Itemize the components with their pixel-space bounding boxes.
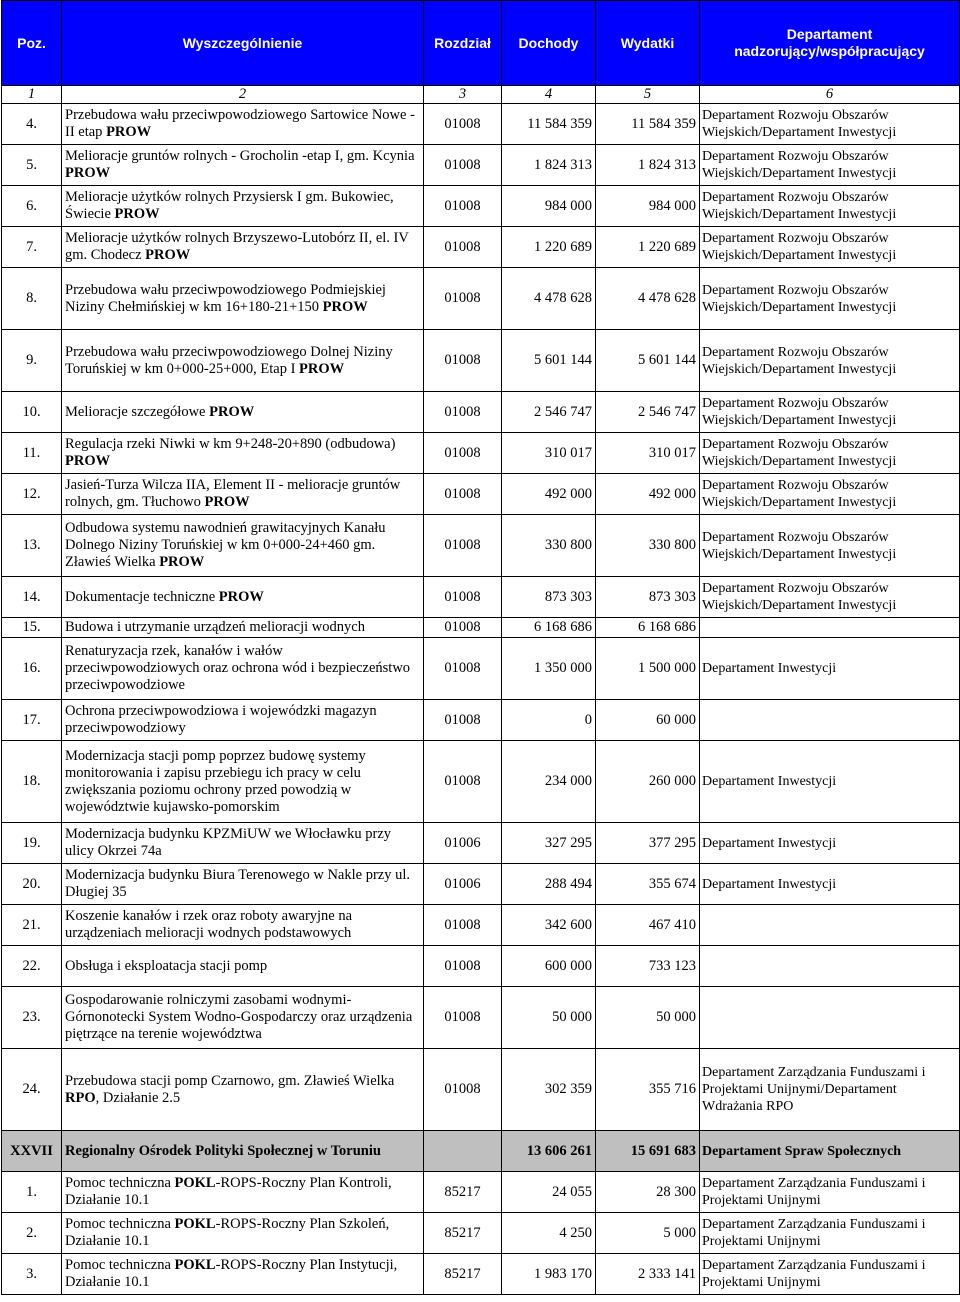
row-wydatki: 1 824 313 — [596, 145, 700, 186]
table-row — [2, 823, 960, 864]
row-name: Dokumentacje techniczne PROW — [62, 577, 424, 618]
table-row — [2, 186, 960, 227]
row-department: Departament Rozwoju Obszarów Wiejskich/Departament Inwestycji — [700, 268, 960, 330]
row-department: Departament Rozwoju Obszarów Wiejskich/Departament Inwestycji — [700, 577, 960, 618]
row-department: Departament Zarządzania Funduszami i Projektami Unijnymi — [700, 1213, 960, 1254]
row-rozdzial: 01006 — [424, 823, 502, 864]
row-wydatki: 355 674 — [596, 864, 700, 905]
row-rozdzial: 01008 — [424, 145, 502, 186]
table-row — [2, 474, 960, 515]
row-rozdzial: 01008 — [424, 515, 502, 577]
row-dochody: 4 250 — [502, 1213, 596, 1254]
row-name: Renaturyzacja rzek, kanałów i wałów przeciwpowodziowych oraz ochrona wód i bezpieczeństwo przeciwpowodziowe — [62, 638, 424, 700]
table-row — [2, 905, 960, 946]
row-department: Departament Inwestycji — [700, 741, 960, 823]
row-name: Przebudowa stacji pomp Czarnowo, gm. Zławieś Wielka RPO, Działanie 2.5 — [62, 1049, 424, 1131]
row-wydatki: 6 168 686 — [596, 618, 700, 638]
row-wydatki: 260 000 — [596, 741, 700, 823]
header-poz: Poz. — [2, 1, 62, 86]
row-dochody: 234 000 — [502, 741, 596, 823]
row-name: Melioracje użytków rolnych Brzyszewo-Lutobórz II, el. IV gm. Chodecz PROW — [62, 227, 424, 268]
section-department: Departament Spraw Społecznych — [700, 1131, 960, 1172]
row-poz: 4. — [2, 104, 62, 145]
section-wydatki: 15 691 683 — [596, 1131, 700, 1172]
row-department: Departament Rozwoju Obszarów Wiejskich/Departament Inwestycji — [700, 515, 960, 577]
row-rozdzial: 01008 — [424, 700, 502, 741]
row-department: Departament Rozwoju Obszarów Wiejskich/Departament Inwestycji — [700, 392, 960, 433]
row-wydatki: 5 000 — [596, 1213, 700, 1254]
column-number-row: 1 2 3 4 5 6 — [2, 86, 960, 104]
row-name: Melioracje użytków rolnych Przysiersk I gm. Bukowiec, Świecie PROW — [62, 186, 424, 227]
table-row — [2, 741, 960, 823]
row-wydatki: 873 303 — [596, 577, 700, 618]
row-poz: 24. — [2, 1049, 62, 1131]
row-wydatki: 50 000 — [596, 987, 700, 1049]
row-dochody: 1 220 689 — [502, 227, 596, 268]
table-row — [2, 618, 960, 638]
row-wydatki: 11 584 359 — [596, 104, 700, 145]
row-name: Modernizacja stacji pomp poprzez budowę systemy monitorowania i zapisu przebiegu ich pracy w celu zwiększania poziomu ochrony przed powodzią w województwie kujawsko-pomorskim — [62, 741, 424, 823]
row-poz: 1. — [2, 1172, 62, 1213]
row-poz: 10. — [2, 392, 62, 433]
table-row — [2, 268, 960, 330]
row-name: Regulacja rzeki Niwki w km 9+248-20+890 (odbudowa) PROW — [62, 433, 424, 474]
table-row — [2, 864, 960, 905]
row-name: Przebudowa wału przeciwpowodziowego Podmiejskiej Niziny Chełmińskiej w km 16+180-21+150 PROW — [62, 268, 424, 330]
row-department — [700, 700, 960, 741]
row-department — [700, 987, 960, 1049]
table-row — [2, 1049, 960, 1131]
table-row — [2, 946, 960, 987]
row-wydatki: 377 295 — [596, 823, 700, 864]
row-rozdzial: 01008 — [424, 741, 502, 823]
row-poz: 19. — [2, 823, 62, 864]
row-name: Jasień-Turza Wilcza IIA, Element II - melioracje gruntów rolnych, gm. Tłuchowo PROW — [62, 474, 424, 515]
row-poz: 3. — [2, 1254, 62, 1295]
row-department: Departament Rozwoju Obszarów Wiejskich/Departament Inwestycji — [700, 104, 960, 145]
row-dochody: 330 800 — [502, 515, 596, 577]
row-dochody: 4 478 628 — [502, 268, 596, 330]
table-row — [2, 1213, 960, 1254]
row-name: Melioracje gruntów rolnych - Grocholin -etap I, gm. Kcynia PROW — [62, 145, 424, 186]
row-wydatki: 60 000 — [596, 700, 700, 741]
table-row — [2, 104, 960, 145]
row-dochody: 24 055 — [502, 1172, 596, 1213]
row-poz: 7. — [2, 227, 62, 268]
row-dochody: 600 000 — [502, 946, 596, 987]
row-poz: 5. — [2, 145, 62, 186]
row-department: Departament Zarządzania Funduszami i Projektami Unijnymi/Departament Wdrażania RPO — [700, 1049, 960, 1131]
row-dochody: 1 824 313 — [502, 145, 596, 186]
row-rozdzial: 01008 — [424, 433, 502, 474]
table-row — [2, 515, 960, 577]
section-rozdzial — [424, 1131, 502, 1172]
row-department: Departament Inwestycji — [700, 823, 960, 864]
row-department: Departament Rozwoju Obszarów Wiejskich/Departament Inwestycji — [700, 145, 960, 186]
row-department: Departament Rozwoju Obszarów Wiejskich/Departament Inwestycji — [700, 227, 960, 268]
row-poz: 8. — [2, 268, 62, 330]
row-poz: 21. — [2, 905, 62, 946]
row-department: Departament Rozwoju Obszarów Wiejskich/Departament Inwestycji — [700, 330, 960, 392]
row-dochody: 1 350 000 — [502, 638, 596, 700]
row-wydatki: 4 478 628 — [596, 268, 700, 330]
row-department — [700, 905, 960, 946]
row-rozdzial: 01008 — [424, 474, 502, 515]
row-rozdzial: 01008 — [424, 104, 502, 145]
row-poz: 17. — [2, 700, 62, 741]
table-row — [2, 145, 960, 186]
table-row — [2, 330, 960, 392]
row-rozdzial: 01008 — [424, 186, 502, 227]
row-department: Departament Zarządzania Funduszami i Projektami Unijnymi — [700, 1172, 960, 1213]
row-poz: 15. — [2, 618, 62, 638]
row-wydatki: 5 601 144 — [596, 330, 700, 392]
row-name: Przebudowa wału przeciwpowodziowego Sartowice Nowe - II etap PROW — [62, 104, 424, 145]
header-row — [2, 1, 960, 86]
row-rozdzial: 01008 — [424, 638, 502, 700]
row-rozdzial: 01008 — [424, 1049, 502, 1131]
row-department: Departament Rozwoju Obszarów Wiejskich/Departament Inwestycji — [700, 186, 960, 227]
row-wydatki: 1 500 000 — [596, 638, 700, 700]
row-dochody: 302 359 — [502, 1049, 596, 1131]
table-row — [2, 227, 960, 268]
section-name: Regionalny Ośrodek Polityki Społecznej w Toruniu — [62, 1131, 424, 1172]
section-poz: XXVII — [2, 1131, 62, 1172]
row-wydatki: 355 716 — [596, 1049, 700, 1131]
row-department: Departament Inwestycji — [700, 864, 960, 905]
header-wyszczegolnienie: Wyszczególnienie — [62, 1, 424, 86]
row-rozdzial: 85217 — [424, 1254, 502, 1295]
row-rozdzial: 01008 — [424, 577, 502, 618]
row-poz: 12. — [2, 474, 62, 515]
row-poz: 6. — [2, 186, 62, 227]
row-dochody: 1 983 170 — [502, 1254, 596, 1295]
row-poz: 18. — [2, 741, 62, 823]
row-poz: 16. — [2, 638, 62, 700]
section-dochody: 13 606 261 — [502, 1131, 596, 1172]
row-name: Obsługa i eksploatacja stacji pomp — [62, 946, 424, 987]
row-wydatki: 330 800 — [596, 515, 700, 577]
row-name: Przebudowa wału przeciwpowodziowego Dolnej Niziny Toruńskiej w km 0+000-25+000, Etap I PROW — [62, 330, 424, 392]
row-rozdzial: 01008 — [424, 268, 502, 330]
table-row — [2, 987, 960, 1049]
header-wydatki: Wydatki — [596, 1, 700, 86]
table-row — [2, 577, 960, 618]
row-poz: 13. — [2, 515, 62, 577]
row-name: Melioracje szczegółowe PROW — [62, 392, 424, 433]
row-wydatki: 2 333 141 — [596, 1254, 700, 1295]
row-name: Pomoc techniczna POKL-ROPS-Roczny Plan Instytucji, Działanie 10.1 — [62, 1254, 424, 1295]
row-dochody: 0 — [502, 700, 596, 741]
row-dochody: 310 017 — [502, 433, 596, 474]
header-departament: Departament nadzorujący/współpracujący — [700, 1, 960, 86]
row-name: Budowa i utrzymanie urządzeń melioracji wodnych — [62, 618, 424, 638]
table-row — [2, 700, 960, 741]
table-row — [2, 1254, 960, 1295]
row-poz: 22. — [2, 946, 62, 987]
table-row — [2, 392, 960, 433]
row-dochody: 50 000 — [502, 987, 596, 1049]
row-rozdzial: 01006 — [424, 864, 502, 905]
row-dochody: 492 000 — [502, 474, 596, 515]
row-department: Departament Inwestycji — [700, 638, 960, 700]
row-name: Ochrona przeciwpowodziowa i wojewódzki magazyn przeciwpowodziowy — [62, 700, 424, 741]
table-row — [2, 433, 960, 474]
table-row — [2, 1172, 960, 1213]
row-wydatki: 2 546 747 — [596, 392, 700, 433]
table-row — [2, 638, 960, 700]
row-rozdzial: 01008 — [424, 392, 502, 433]
row-dochody: 288 494 — [502, 864, 596, 905]
header-rozdzial: Rozdział — [424, 1, 502, 86]
row-wydatki: 1 220 689 — [596, 227, 700, 268]
row-wydatki: 492 000 — [596, 474, 700, 515]
row-wydatki: 733 123 — [596, 946, 700, 987]
row-rozdzial: 01008 — [424, 618, 502, 638]
row-rozdzial: 01008 — [424, 905, 502, 946]
row-department — [700, 618, 960, 638]
header-dochody: Dochody — [502, 1, 596, 86]
row-dochody: 2 546 747 — [502, 392, 596, 433]
row-dochody: 873 303 — [502, 577, 596, 618]
row-rozdzial: 01008 — [424, 330, 502, 392]
row-wydatki: 467 410 — [596, 905, 700, 946]
row-rozdzial: 85217 — [424, 1172, 502, 1213]
section-row — [2, 1131, 960, 1172]
row-dochody: 11 584 359 — [502, 104, 596, 145]
row-dochody: 342 600 — [502, 905, 596, 946]
row-department: Departament Rozwoju Obszarów Wiejskich/Departament Inwestycji — [700, 433, 960, 474]
row-rozdzial: 01008 — [424, 987, 502, 1049]
budget-table — [1, 0, 960, 1295]
row-dochody: 6 168 686 — [502, 618, 596, 638]
row-department: Departament Zarządzania Funduszami i Projektami Unijnymi — [700, 1254, 960, 1295]
row-poz: 20. — [2, 864, 62, 905]
row-poz: 11. — [2, 433, 62, 474]
row-dochody: 984 000 — [502, 186, 596, 227]
row-rozdzial: 85217 — [424, 1213, 502, 1254]
row-name: Pomoc techniczna POKL-ROPS-Roczny Plan Szkoleń, Działanie 10.1 — [62, 1213, 424, 1254]
row-name: Modernizacja budynku Biura Terenowego w Nakle przy ul. Długiej 35 — [62, 864, 424, 905]
row-department — [700, 946, 960, 987]
row-poz: 2. — [2, 1213, 62, 1254]
row-poz: 14. — [2, 577, 62, 618]
row-rozdzial: 01008 — [424, 227, 502, 268]
row-name: Gospodarowanie rolniczymi zasobami wodnymi-Górnonotecki System Wodno-Gospodarczy oraz urządzenia piętrzące na terenie województwa — [62, 987, 424, 1049]
row-name: Koszenie kanałów i rzek oraz roboty awaryjne na urządzeniach melioracji wodnych podstawowych — [62, 905, 424, 946]
row-wydatki: 28 300 — [596, 1172, 700, 1213]
row-rozdzial: 01008 — [424, 946, 502, 987]
row-poz: 23. — [2, 987, 62, 1049]
row-name: Modernizacja budynku KPZMiUW we Włocławku przy ulicy Okrzei 74a — [62, 823, 424, 864]
row-name: Odbudowa systemu nawodnień grawitacyjnych Kanału Dolnego Niziny Toruńskiej w km 0+000-24+460 gm. Zławieś Wielka PROW — [62, 515, 424, 577]
row-dochody: 5 601 144 — [502, 330, 596, 392]
row-wydatki: 984 000 — [596, 186, 700, 227]
row-dochody: 327 295 — [502, 823, 596, 864]
row-name: Pomoc techniczna POKL-ROPS-Roczny Plan Kontroli, Działanie 10.1 — [62, 1172, 424, 1213]
row-poz: 9. — [2, 330, 62, 392]
row-department: Departament Rozwoju Obszarów Wiejskich/Departament Inwestycji — [700, 474, 960, 515]
row-wydatki: 310 017 — [596, 433, 700, 474]
